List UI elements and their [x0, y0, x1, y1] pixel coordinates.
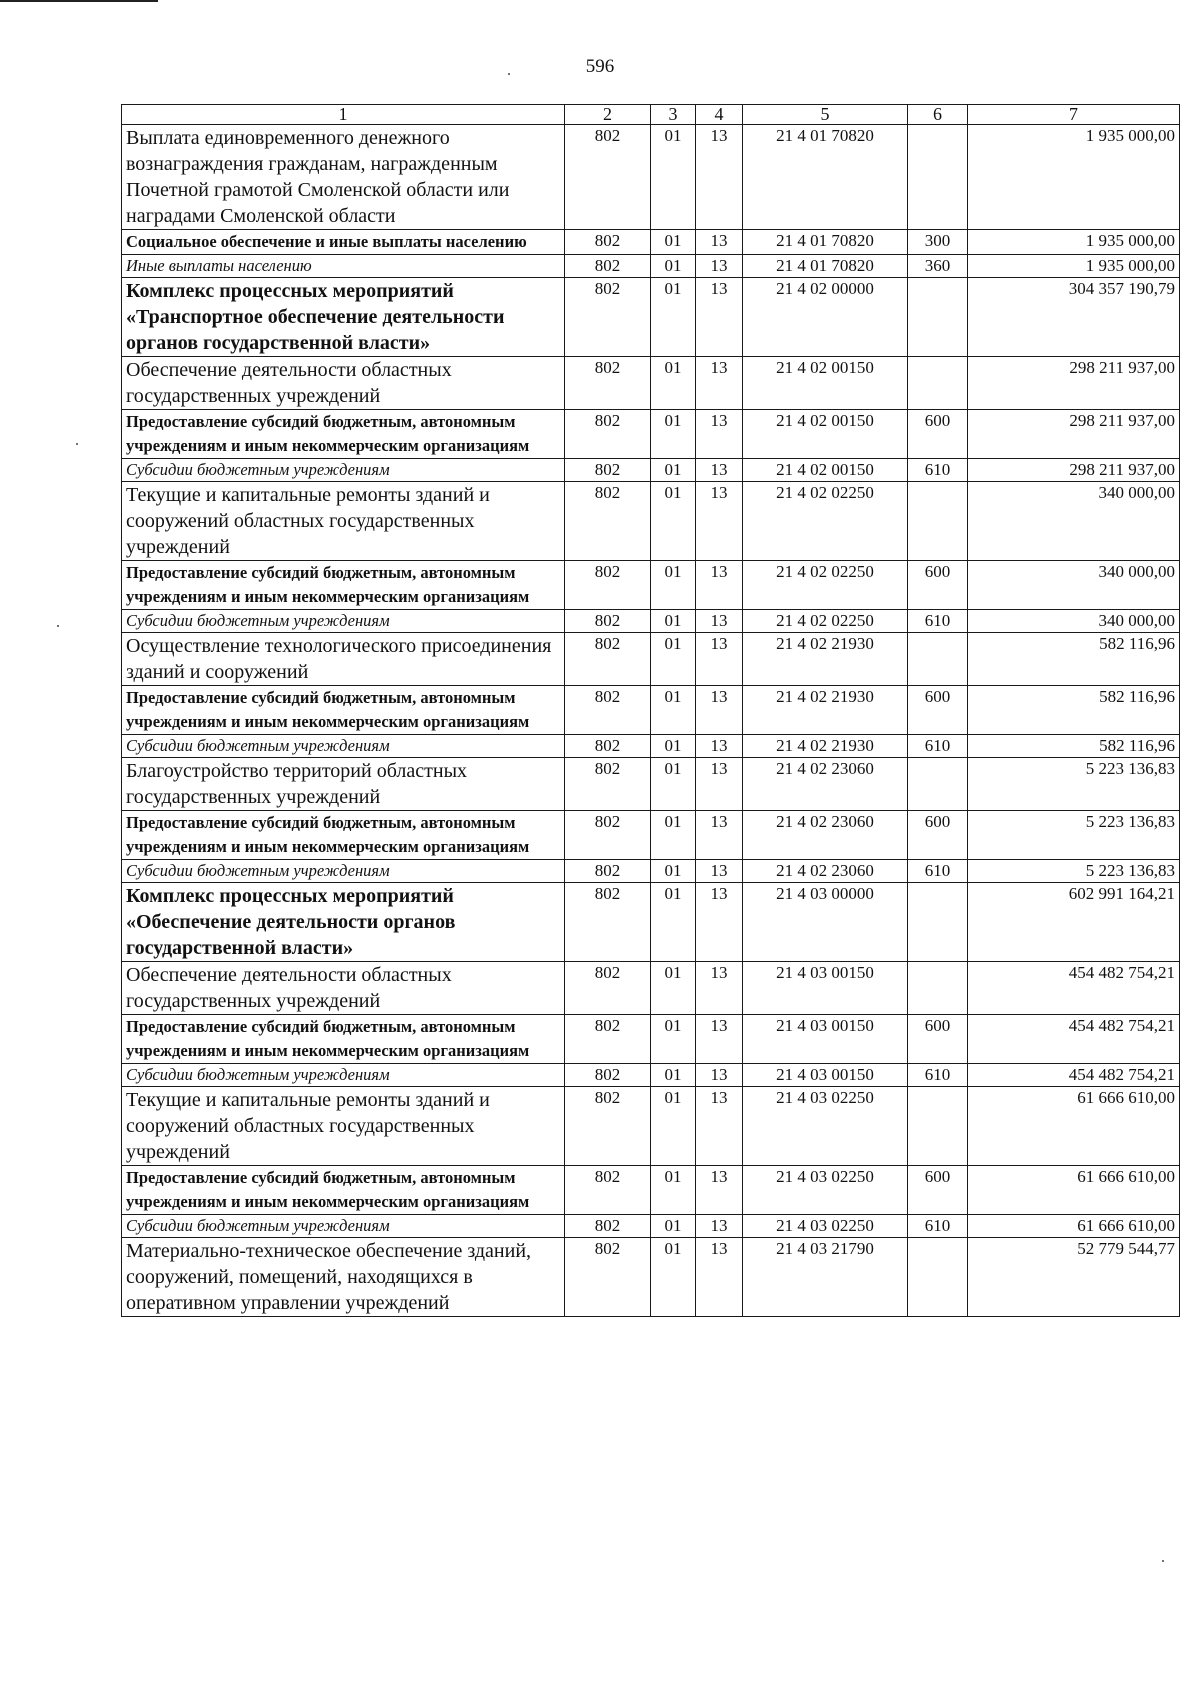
- row-expense-type: 600: [908, 686, 968, 735]
- row-name: Осуществление технологического присоединения зданий и сооружений: [122, 633, 565, 686]
- table-row: [122, 230, 1180, 255]
- row-target-article: 21 4 02 21930: [743, 735, 908, 758]
- row-amount: 61 666 610,00: [968, 1087, 1180, 1166]
- row-name: Материально-техническое обеспечение зданий, сооружений, помещений, находящихся в оперативном управлении учреждений: [122, 1238, 565, 1317]
- row-name: Предоставление субсидий бюджетным, автономным учреждениям и иным некоммерческим организациям: [122, 561, 565, 610]
- scan-corner-line: [0, 0, 158, 2]
- row-target-article: 21 4 01 70820: [743, 230, 908, 255]
- row-subsection-code: 13: [696, 962, 743, 1015]
- page-number: 596: [585, 56, 615, 77]
- row-ministry-code: 802: [565, 482, 651, 561]
- row-name: Текущие и капитальные ремонты зданий и сооружений областных государственных учреждений: [122, 482, 565, 561]
- row-section-code: 01: [651, 482, 696, 561]
- row-amount: 298 211 937,00: [968, 410, 1180, 459]
- table-row: [122, 561, 1180, 610]
- row-section-code: 01: [651, 686, 696, 735]
- column-header-2: 2: [565, 105, 651, 125]
- row-ministry-code: 802: [565, 255, 651, 278]
- row-amount: 5 223 136,83: [968, 860, 1180, 883]
- row-subsection-code: 13: [696, 230, 743, 255]
- row-section-code: 01: [651, 735, 696, 758]
- row-ministry-code: 802: [565, 1238, 651, 1317]
- row-ministry-code: 802: [565, 735, 651, 758]
- row-subsection-code: 13: [696, 561, 743, 610]
- row-target-article: 21 4 02 00000: [743, 278, 908, 357]
- row-expense-type: 610: [908, 1064, 968, 1087]
- row-amount: 602 991 164,21: [968, 883, 1180, 962]
- row-subsection-code: 13: [696, 255, 743, 278]
- row-subsection-code: 13: [696, 1064, 743, 1087]
- row-name: Субсидии бюджетным учреждениям: [122, 1064, 565, 1087]
- row-target-article: 21 4 03 21790: [743, 1238, 908, 1317]
- row-section-code: 01: [651, 758, 696, 811]
- row-expense-type: [908, 962, 968, 1015]
- row-target-article: 21 4 03 00000: [743, 883, 908, 962]
- row-name: Предоставление субсидий бюджетным, автономным учреждениям и иным некоммерческим организациям: [122, 686, 565, 735]
- row-ministry-code: 802: [565, 357, 651, 410]
- row-amount: 1 935 000,00: [968, 255, 1180, 278]
- row-ministry-code: 802: [565, 1087, 651, 1166]
- row-ministry-code: 802: [565, 1166, 651, 1215]
- row-name: Предоставление субсидий бюджетным, автономным учреждениям и иным некоммерческим организациям: [122, 1166, 565, 1215]
- row-ministry-code: 802: [565, 125, 651, 230]
- column-header-5: 5: [743, 105, 908, 125]
- row-section-code: 01: [651, 1215, 696, 1238]
- row-ministry-code: 802: [565, 610, 651, 633]
- table-row: [122, 610, 1180, 633]
- row-name: Выплата единовременного денежного вознаграждения гражданам, награжденным Почетной грамотой Смоленской области или наградами Смоленской области: [122, 125, 565, 230]
- row-subsection-code: 13: [696, 735, 743, 758]
- row-section-code: 01: [651, 255, 696, 278]
- table-row: [122, 811, 1180, 860]
- row-section-code: 01: [651, 860, 696, 883]
- row-subsection-code: 13: [696, 1166, 743, 1215]
- row-target-article: 21 4 02 00150: [743, 459, 908, 482]
- row-amount: 304 357 190,79: [968, 278, 1180, 357]
- table-row: [122, 633, 1180, 686]
- row-expense-type: [908, 278, 968, 357]
- column-number-row: [122, 105, 1180, 125]
- row-name: Социальное обеспечение и иные выплаты населению: [122, 230, 565, 255]
- row-expense-type: 600: [908, 1015, 968, 1064]
- row-name: Субсидии бюджетным учреждениям: [122, 735, 565, 758]
- row-section-code: 01: [651, 962, 696, 1015]
- column-header-1: 1: [122, 105, 565, 125]
- scan-speck: [508, 73, 510, 75]
- row-amount: 52 779 544,77: [968, 1238, 1180, 1317]
- column-header-3: 3: [651, 105, 696, 125]
- row-amount: 454 482 754,21: [968, 962, 1180, 1015]
- row-name: Обеспечение деятельности областных государственных учреждений: [122, 357, 565, 410]
- row-subsection-code: 13: [696, 860, 743, 883]
- row-section-code: 01: [651, 811, 696, 860]
- row-section-code: 01: [651, 278, 696, 357]
- table-row: [122, 459, 1180, 482]
- row-target-article: 21 4 02 02250: [743, 482, 908, 561]
- row-ministry-code: 802: [565, 1215, 651, 1238]
- table-row: [122, 410, 1180, 459]
- row-expense-type: 600: [908, 561, 968, 610]
- row-subsection-code: 13: [696, 1015, 743, 1064]
- row-subsection-code: 13: [696, 1087, 743, 1166]
- row-section-code: 01: [651, 610, 696, 633]
- row-ministry-code: 802: [565, 1064, 651, 1087]
- table-row: [122, 482, 1180, 561]
- budget-table: [121, 104, 1180, 1317]
- row-target-article: 21 4 03 00150: [743, 962, 908, 1015]
- row-target-article: 21 4 03 02250: [743, 1215, 908, 1238]
- table-row: [122, 686, 1180, 735]
- row-name: Субсидии бюджетным учреждениям: [122, 459, 565, 482]
- table-body: [122, 125, 1180, 1317]
- row-section-code: 01: [651, 1166, 696, 1215]
- row-ministry-code: 802: [565, 278, 651, 357]
- row-ministry-code: 802: [565, 633, 651, 686]
- row-expense-type: [908, 482, 968, 561]
- row-section-code: 01: [651, 1238, 696, 1317]
- row-ministry-code: 802: [565, 410, 651, 459]
- row-target-article: 21 4 02 00150: [743, 410, 908, 459]
- row-section-code: 01: [651, 410, 696, 459]
- row-name: Текущие и капитальные ремонты зданий и сооружений областных государственных учреждений: [122, 1087, 565, 1166]
- row-name: Предоставление субсидий бюджетным, автономным учреждениям и иным некоммерческим организациям: [122, 410, 565, 459]
- row-target-article: 21 4 02 21930: [743, 633, 908, 686]
- table-row: [122, 1166, 1180, 1215]
- row-subsection-code: 13: [696, 1215, 743, 1238]
- row-subsection-code: 13: [696, 410, 743, 459]
- row-amount: 5 223 136,83: [968, 758, 1180, 811]
- row-amount: 340 000,00: [968, 610, 1180, 633]
- table-row: [122, 962, 1180, 1015]
- row-section-code: 01: [651, 883, 696, 962]
- row-subsection-code: 13: [696, 883, 743, 962]
- row-expense-type: [908, 883, 968, 962]
- table-row: [122, 1215, 1180, 1238]
- table-row: [122, 1238, 1180, 1317]
- row-name: Предоставление субсидий бюджетным, автономным учреждениям и иным некоммерческим организациям: [122, 811, 565, 860]
- row-section-code: 01: [651, 561, 696, 610]
- row-amount: 582 116,96: [968, 686, 1180, 735]
- row-amount: 5 223 136,83: [968, 811, 1180, 860]
- table-row: [122, 278, 1180, 357]
- row-ministry-code: 802: [565, 1015, 651, 1064]
- row-amount: 1 935 000,00: [968, 230, 1180, 255]
- column-header-4: 4: [696, 105, 743, 125]
- row-target-article: 21 4 03 02250: [743, 1087, 908, 1166]
- row-expense-type: 610: [908, 1215, 968, 1238]
- row-expense-type: 610: [908, 459, 968, 482]
- row-subsection-code: 13: [696, 459, 743, 482]
- table-row: [122, 735, 1180, 758]
- row-expense-type: 600: [908, 410, 968, 459]
- table-row: [122, 357, 1180, 410]
- row-subsection-code: 13: [696, 357, 743, 410]
- row-expense-type: [908, 1238, 968, 1317]
- row-section-code: 01: [651, 125, 696, 230]
- row-expense-type: 610: [908, 860, 968, 883]
- row-expense-type: [908, 633, 968, 686]
- table-row: [122, 125, 1180, 230]
- row-subsection-code: 13: [696, 686, 743, 735]
- row-expense-type: 610: [908, 610, 968, 633]
- row-amount: 340 000,00: [968, 482, 1180, 561]
- row-expense-type: 300: [908, 230, 968, 255]
- row-name: Субсидии бюджетным учреждениям: [122, 860, 565, 883]
- table-row: [122, 255, 1180, 278]
- row-ministry-code: 802: [565, 811, 651, 860]
- row-expense-type: 360: [908, 255, 968, 278]
- row-amount: 582 116,96: [968, 633, 1180, 686]
- row-subsection-code: 13: [696, 482, 743, 561]
- row-target-article: 21 4 02 21930: [743, 686, 908, 735]
- scan-speck: [57, 625, 59, 627]
- table-row: [122, 758, 1180, 811]
- row-subsection-code: 13: [696, 278, 743, 357]
- row-expense-type: 600: [908, 1166, 968, 1215]
- row-expense-type: 600: [908, 811, 968, 860]
- row-ministry-code: 802: [565, 962, 651, 1015]
- row-target-article: 21 4 03 00150: [743, 1015, 908, 1064]
- row-section-code: 01: [651, 1064, 696, 1087]
- scan-speck: [1162, 1560, 1164, 1562]
- row-name: Субсидии бюджетным учреждениям: [122, 1215, 565, 1238]
- row-amount: 582 116,96: [968, 735, 1180, 758]
- row-name: Комплекс процессных мероприятий «Транспортное обеспечение деятельности органов государственной власти»: [122, 278, 565, 357]
- row-amount: 454 482 754,21: [968, 1015, 1180, 1064]
- row-name: Предоставление субсидий бюджетным, автономным учреждениям и иным некоммерческим организациям: [122, 1015, 565, 1064]
- row-amount: 454 482 754,21: [968, 1064, 1180, 1087]
- row-ministry-code: 802: [565, 860, 651, 883]
- row-subsection-code: 13: [696, 610, 743, 633]
- row-ministry-code: 802: [565, 459, 651, 482]
- row-target-article: 21 4 03 02250: [743, 1166, 908, 1215]
- column-header-6: 6: [908, 105, 968, 125]
- row-section-code: 01: [651, 230, 696, 255]
- row-subsection-code: 13: [696, 811, 743, 860]
- row-ministry-code: 802: [565, 758, 651, 811]
- table-row: [122, 1015, 1180, 1064]
- row-target-article: 21 4 01 70820: [743, 125, 908, 230]
- row-amount: 298 211 937,00: [968, 357, 1180, 410]
- table-row: [122, 860, 1180, 883]
- row-name: Обеспечение деятельности областных государственных учреждений: [122, 962, 565, 1015]
- row-section-code: 01: [651, 357, 696, 410]
- row-target-article: 21 4 02 00150: [743, 357, 908, 410]
- row-subsection-code: 13: [696, 125, 743, 230]
- row-ministry-code: 802: [565, 686, 651, 735]
- table-row: [122, 883, 1180, 962]
- row-section-code: 01: [651, 633, 696, 686]
- row-expense-type: 610: [908, 735, 968, 758]
- row-amount: 1 935 000,00: [968, 125, 1180, 230]
- row-subsection-code: 13: [696, 1238, 743, 1317]
- row-target-article: 21 4 02 23060: [743, 811, 908, 860]
- table-row: [122, 1087, 1180, 1166]
- row-amount: 61 666 610,00: [968, 1215, 1180, 1238]
- row-expense-type: [908, 125, 968, 230]
- column-header-7: 7: [968, 105, 1180, 125]
- row-subsection-code: 13: [696, 758, 743, 811]
- row-section-code: 01: [651, 1087, 696, 1166]
- row-ministry-code: 802: [565, 230, 651, 255]
- row-ministry-code: 802: [565, 561, 651, 610]
- row-ministry-code: 802: [565, 883, 651, 962]
- row-target-article: 21 4 02 02250: [743, 610, 908, 633]
- row-amount: 298 211 937,00: [968, 459, 1180, 482]
- row-subsection-code: 13: [696, 633, 743, 686]
- row-name: Иные выплаты населению: [122, 255, 565, 278]
- scan-speck: [76, 443, 78, 445]
- row-target-article: 21 4 03 00150: [743, 1064, 908, 1087]
- row-expense-type: [908, 1087, 968, 1166]
- row-target-article: 21 4 02 02250: [743, 561, 908, 610]
- row-section-code: 01: [651, 1015, 696, 1064]
- row-amount: 340 000,00: [968, 561, 1180, 610]
- row-target-article: 21 4 02 23060: [743, 860, 908, 883]
- row-name: Благоустройство территорий областных государственных учреждений: [122, 758, 565, 811]
- row-name: Субсидии бюджетным учреждениям: [122, 610, 565, 633]
- table-row: [122, 1064, 1180, 1087]
- row-section-code: 01: [651, 459, 696, 482]
- row-expense-type: [908, 357, 968, 410]
- row-name: Комплекс процессных мероприятий «Обеспечение деятельности органов государственной власти»: [122, 883, 565, 962]
- row-target-article: 21 4 01 70820: [743, 255, 908, 278]
- row-amount: 61 666 610,00: [968, 1166, 1180, 1215]
- row-target-article: 21 4 02 23060: [743, 758, 908, 811]
- row-expense-type: [908, 758, 968, 811]
